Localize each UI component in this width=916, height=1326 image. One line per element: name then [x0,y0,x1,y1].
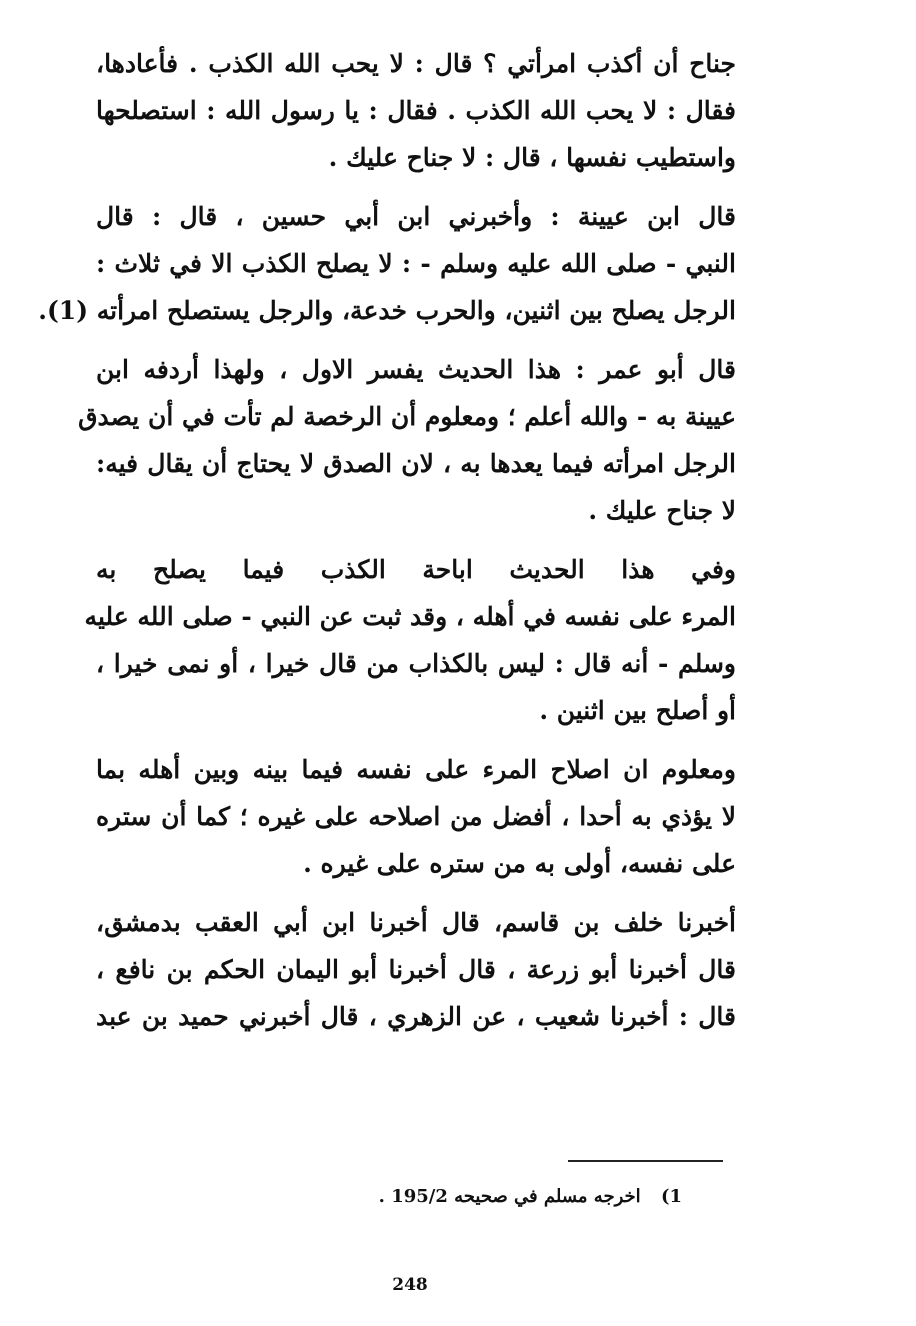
text-line: المرء على نفسه في أهله ، وقد ثبت عن النبي - صلى الله عليه [84,602,736,631]
text-line: قال : أخبرنا شعيب ، عن الزهري ، قال أخبرني حميد بن عبد [96,1002,736,1031]
footnote-divider [568,1160,723,1162]
text-line: أخبرنا خلف بن قاسم، قال أخبرنا ابن أبي العقب بدمشق، [96,908,736,937]
page-number: 248 [392,1275,428,1295]
text-line: الرجل امرأته فيما يعدها به ، لان الصدق لا يحتاج أن يقال فيه: [96,449,736,478]
text-line: لا جناح عليك . [588,496,736,525]
text-line: قال أخبرنا أبو زرعة ، قال أخبرنا أبو اليمان الحكم بن نافع ، [96,955,736,984]
footnote-marker: 1) [660,1186,682,1207]
paragraph-2 [38,193,736,334]
paragraph-3 [78,346,736,534]
text-line: أو أصلح بين اثنين . [539,696,736,725]
text-line: عيينة به - والله أعلم ؛ ومعلوم أن الرخصة لم تأت في أن يصدق [78,402,736,431]
text-line: الرجل يصلح بين اثنين، والحرب خدعة، والرجل يستصلح امرأته (1). [38,296,736,325]
paragraph-6 [96,899,736,1040]
text-line: جناح أن أكذب امرأتي ؟ قال : لا يحب الله الكذب . فأعادها، [96,49,736,78]
paragraph-1 [96,40,736,181]
text-line: النبي - صلى الله عليه وسلم - : لا يصلح الكذب الا في ثلاث : [96,249,736,278]
paragraph-4 [84,546,736,734]
text-line: ومعلوم ان اصلاح المرء على نفسه فيما بينه وبين أهله بما [96,755,736,784]
text-line: واستطيب نفسها ، قال : لا جناح عليك . [328,143,736,172]
text-line: قال أبو عمر : هذا الحديث يفسر الاول ، ولهذا أردفه ابن [96,355,736,384]
main-text [38,40,736,1040]
footnote-text: اخرجه مسلم في صحيحه 195/2 . [378,1186,641,1207]
text-line: وفي هذا الحديث اباحة الكذب فيما يصلح به [96,555,736,584]
text-line: وسلم - أنه قال : ليس بالكذاب من قال خيرا ، أو نمى خيرا ، [96,649,736,678]
text-line: قال ابن عيينة : وأخبرني ابن أبي حسين ، قال : قال [96,202,736,231]
text-line: فقال : لا يحب الله الكذب . فقال : يا رسول الله : استصلحها [96,96,736,125]
text-line: لا يؤذي به أحدا ، أفضل من اصلاحه على غيره ؛ كما أن ستره [96,802,736,831]
text-line: على نفسه، أولى به من ستره على غيره . [303,849,736,878]
paragraph-5 [96,746,736,887]
footnote [368,1184,682,1210]
